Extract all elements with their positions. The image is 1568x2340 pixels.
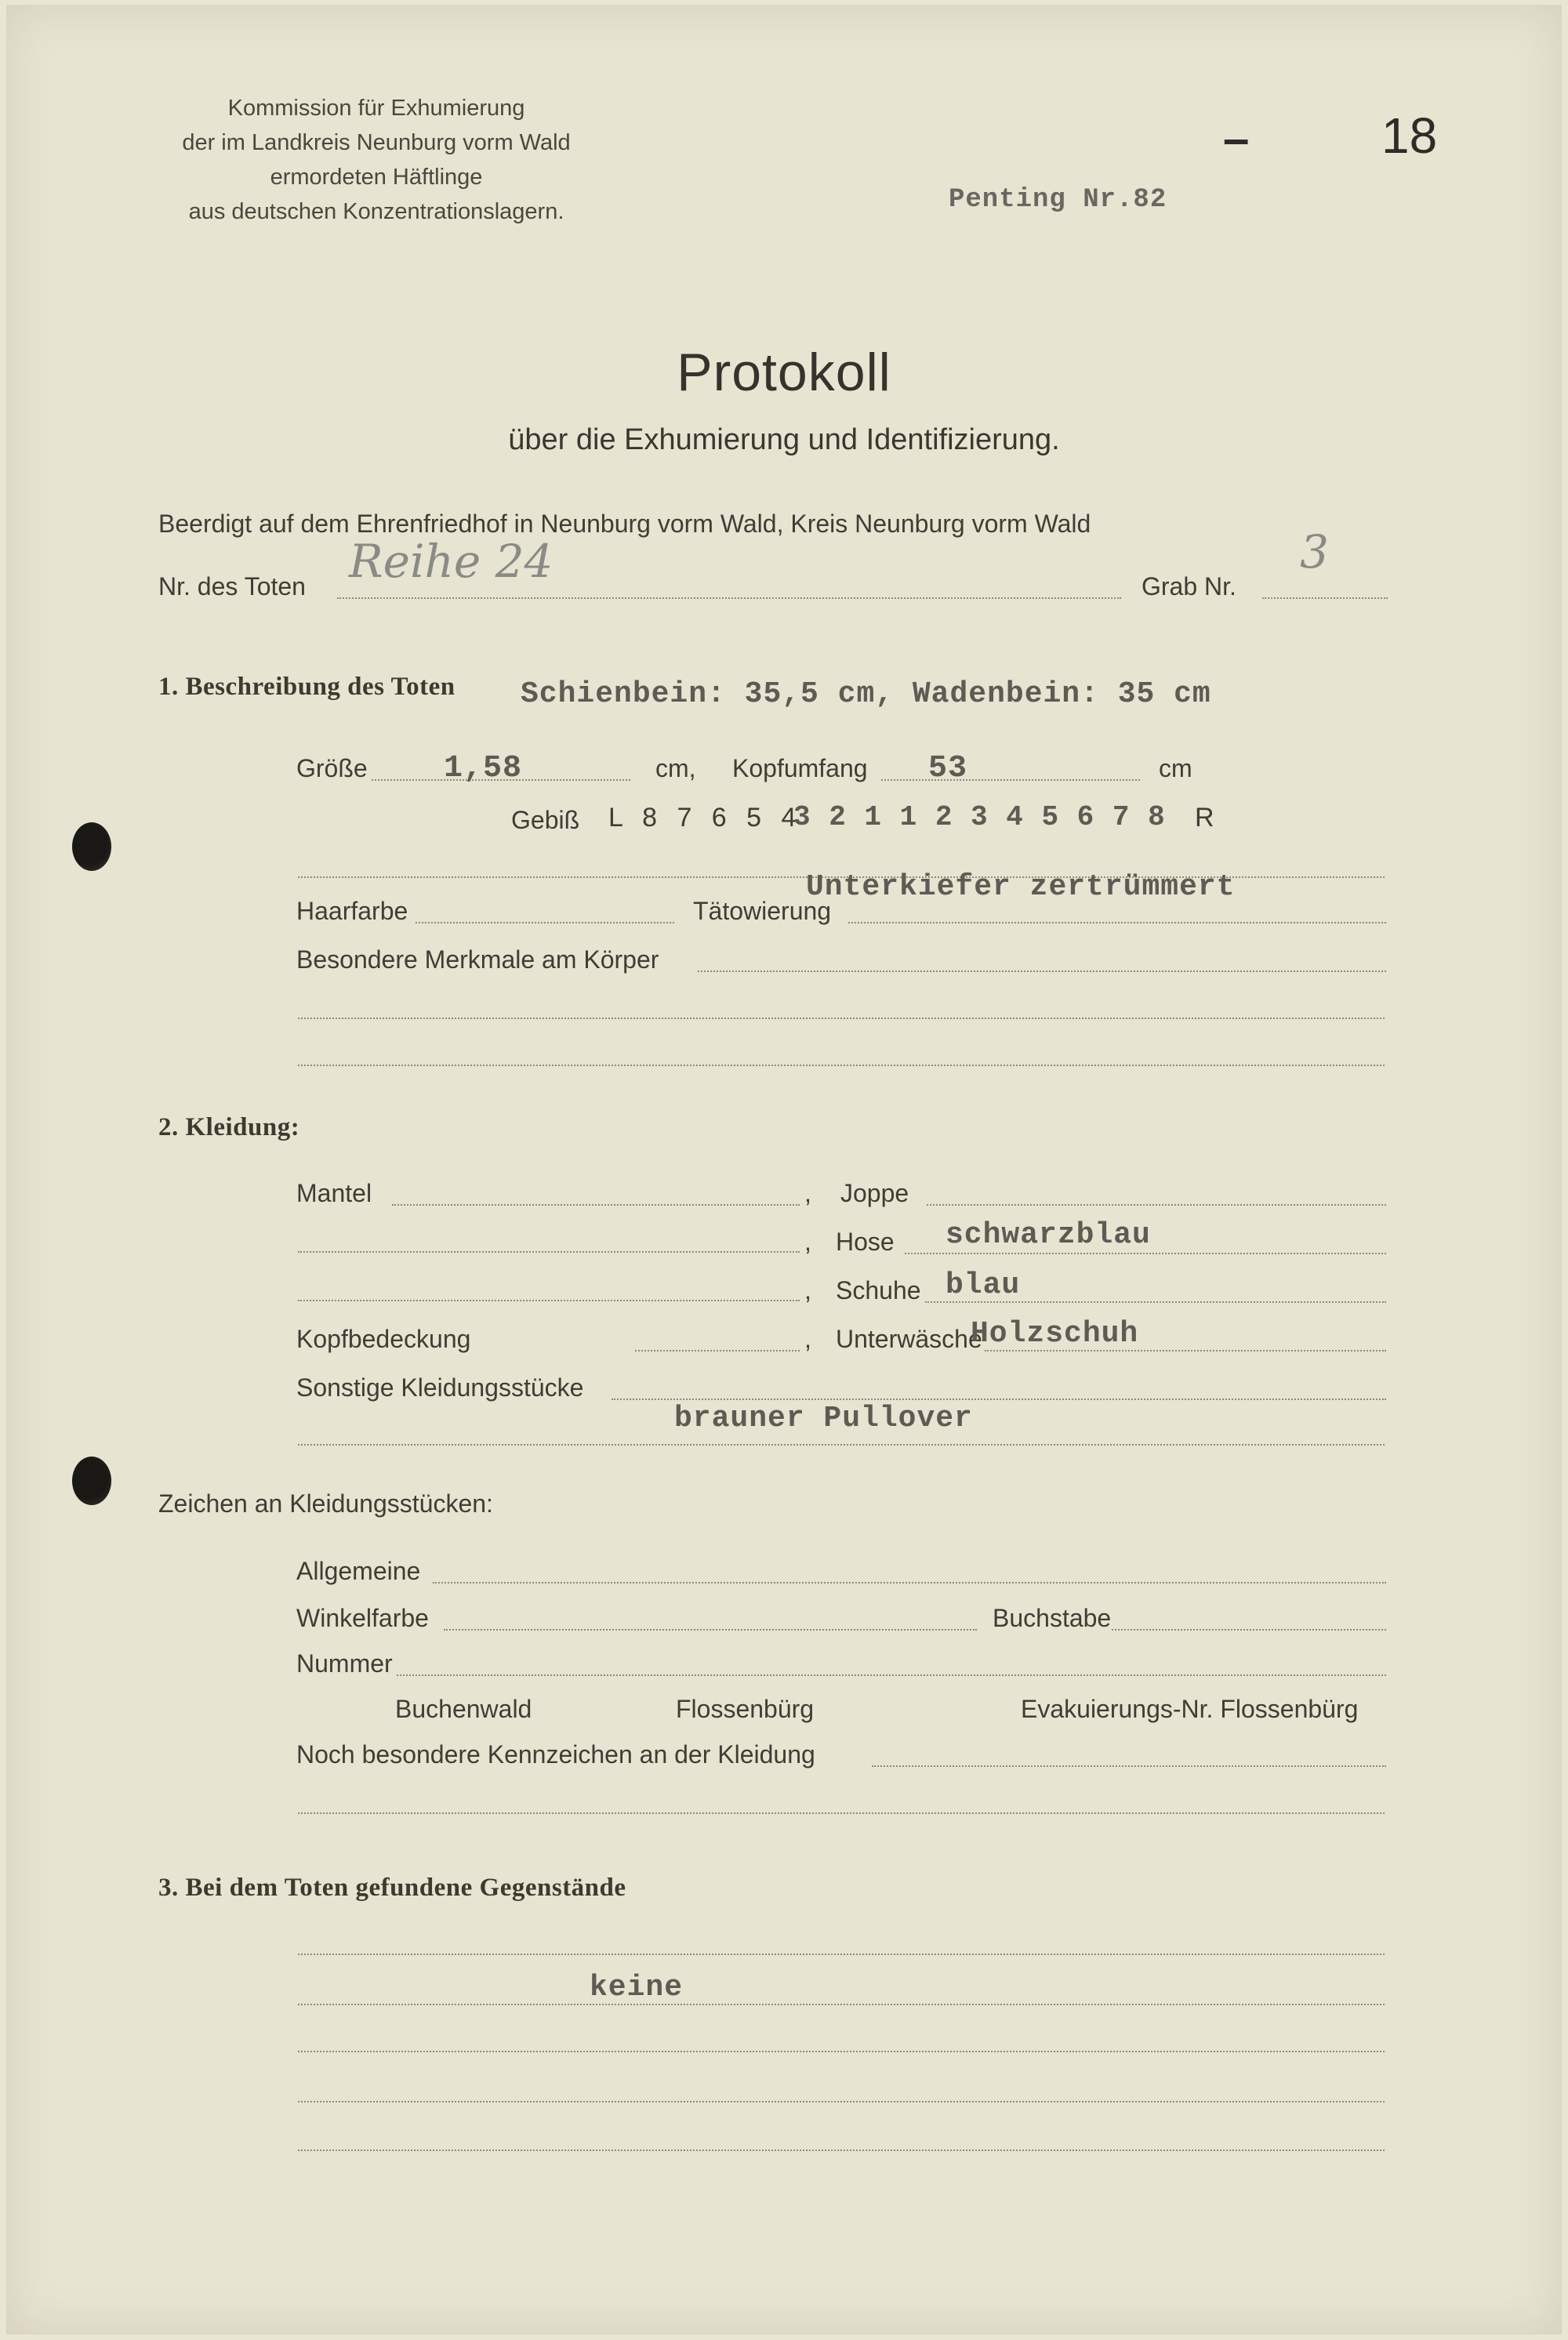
section3-heading: 3. Bei dem Toten gefundene Gegenstände — [158, 1874, 626, 1902]
punch-hole-top — [72, 822, 111, 871]
head-label: Kopfumfang — [732, 754, 868, 782]
grave-line — [1262, 597, 1388, 599]
underwear-value: Holzschuh — [971, 1317, 1139, 1351]
burial-text: Beerdigt auf dem Ehrenfriedhof in Neunburg vorm Wald, Kreis Neunburg vorm Wald — [158, 510, 1091, 538]
comma-1: , — [804, 1179, 811, 1207]
shoes-label: Schuhe — [836, 1276, 921, 1304]
shoes-value: blau — [946, 1268, 1021, 1302]
head-value: 53 — [928, 751, 968, 786]
hair-line — [416, 922, 674, 923]
special-marks-line-2 — [298, 1812, 1385, 1814]
page-number: 18 — [1381, 107, 1438, 164]
marks-line-2 — [298, 1018, 1385, 1019]
commission-line-3: ermordeten Häftlinge — [270, 165, 483, 190]
headwear-label: Kopfbedeckung — [296, 1325, 471, 1353]
jacket-label: Joppe — [840, 1179, 909, 1207]
section2-heading: 2. Kleidung: — [158, 1113, 300, 1141]
commission-header — [141, 91, 612, 229]
coat-line — [392, 1204, 800, 1206]
signs-heading: Zeichen an Kleidungsstücken: — [158, 1489, 493, 1518]
page-subtitle: über die Exhumierung und Identifizierung. — [508, 423, 1060, 456]
dead-nr-label: Nr. des Toten — [158, 572, 306, 600]
items-line-3 — [298, 2051, 1385, 2052]
comma-3: , — [804, 1276, 811, 1304]
items-line-4 — [298, 2101, 1385, 2102]
coat-label: Mantel — [296, 1179, 372, 1207]
comma-4: , — [804, 1325, 811, 1353]
commission-line-4: aus deutschen Konzentrationslagern. — [188, 199, 564, 224]
camp-buchenwald: Buchenwald — [395, 1695, 532, 1723]
teeth-right: R — [1195, 803, 1214, 833]
marks-line-1 — [698, 970, 1386, 972]
marks-line-3 — [298, 1065, 1385, 1066]
height-label: Größe — [296, 754, 368, 782]
grave-label: Grab Nr. — [1142, 572, 1236, 600]
evacuation-nr-label: Evakuierungs-Nr. Flossenbürg — [1021, 1695, 1359, 1723]
general-line — [433, 1582, 1386, 1584]
tattoo-label: Tätowierung — [693, 897, 832, 925]
items-value: keine — [590, 1971, 684, 2004]
tattoo-line — [848, 922, 1386, 923]
items-line-5 — [298, 2150, 1385, 2151]
dead-nr-line — [337, 597, 1121, 599]
trousers-label: Hose — [836, 1228, 895, 1256]
teeth-left: L 8 7 6 5 4 — [608, 803, 801, 833]
page-title: Protokoll — [677, 343, 891, 402]
commission-line-1: Kommission für Exhumierung — [227, 96, 525, 121]
items-line-2 — [298, 2004, 1385, 2005]
description-value: Schienbein: 35,5 cm, Wadenbein: 35 cm — [521, 677, 1211, 711]
comma-2: , — [804, 1228, 811, 1256]
letter-line — [1112, 1629, 1386, 1631]
grave-value: 3 — [1300, 525, 1329, 579]
marks-label: Besondere Merkmale am Körper — [296, 945, 659, 974]
trousers-value: schwarzblau — [946, 1218, 1151, 1252]
head-line — [881, 779, 1140, 781]
punch-hole-bottom — [72, 1457, 111, 1505]
other-clothing-line-2 — [298, 1444, 1385, 1446]
number-line — [397, 1674, 1386, 1676]
other-clothing-value: brauner Pullover — [674, 1402, 973, 1435]
items-line-1 — [298, 1954, 1385, 1955]
jacket-line — [927, 1204, 1386, 1206]
teeth-typed: 3 2 1 1 2 3 4 5 6 7 8 — [793, 801, 1166, 833]
stamp-penting: Penting Nr.82 — [949, 185, 1167, 215]
letter-label: Buchstabe — [993, 1604, 1112, 1632]
height-value: 1,58 — [444, 751, 523, 786]
shoes-left-line — [298, 1300, 800, 1301]
general-label: Allgemeine — [296, 1557, 421, 1585]
headwear-line — [635, 1350, 800, 1351]
page-mark: – — [1223, 112, 1250, 165]
other-clothing-label: Sonstige Kleidungsstücke — [296, 1373, 584, 1402]
height-unit: cm, — [655, 754, 696, 782]
jaw-note: Unterkiefer zertrümmert — [806, 870, 1236, 904]
trousers-left-line — [298, 1251, 800, 1253]
section1-heading: 1. Beschreibung des Toten — [158, 673, 456, 701]
dead-nr-value: Reihe 24 — [349, 535, 554, 588]
teeth-label: Gebiß — [511, 806, 580, 834]
trousers-line — [905, 1253, 1386, 1254]
underwear-label: Unterwäsche — [836, 1325, 982, 1353]
special-marks-label: Noch besondere Kennzeichen an der Kleidung — [296, 1740, 815, 1769]
camp-flossenbuerg: Flossenbürg — [676, 1695, 815, 1723]
other-clothing-line-1 — [612, 1399, 1386, 1400]
head-unit: cm — [1159, 754, 1192, 782]
color-label: Winkelfarbe — [296, 1604, 429, 1632]
number-label: Nummer — [296, 1649, 393, 1678]
hair-label: Haarfarbe — [296, 897, 408, 925]
color-line — [444, 1629, 977, 1631]
special-marks-line-1 — [872, 1765, 1386, 1767]
commission-line-2: der im Landkreis Neunburg vorm Wald — [182, 130, 571, 155]
